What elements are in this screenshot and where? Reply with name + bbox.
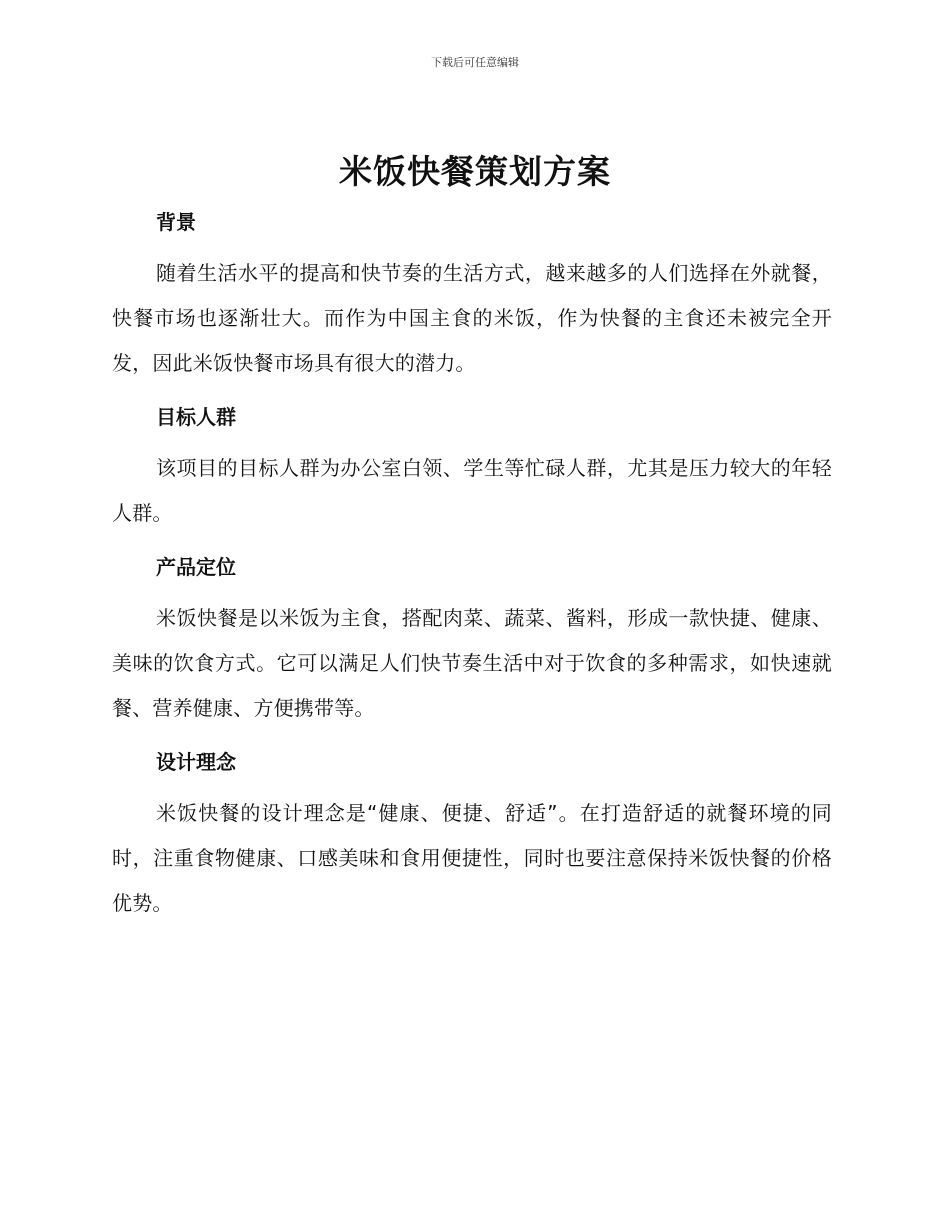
section-heading-design-concept: 设计理念 — [156, 750, 236, 774]
section-heading-background: 背景 — [156, 210, 196, 234]
section-heading-product-positioning: 产品定位 — [156, 555, 236, 579]
section-target-audience — [112, 400, 832, 536]
document-content — [112, 205, 832, 940]
header-note: 下载后可任意编辑 — [431, 56, 519, 69]
section-body-target-audience: 该项目的目标人群为办公室白领、学生等忙碌人群，尤其是压力较大的年轻人群。 — [112, 456, 832, 525]
section-body-design-concept: 米饭快餐的设计理念是“健康、便捷、舒适”。在打造舒适的就餐环境的同时，注重食物健康、口感美味和食用便捷性，同时也要注意保持米饭快餐的价格优势。 — [112, 801, 832, 915]
section-product-positioning — [112, 550, 832, 731]
section-body-product-positioning: 米饭快餐是以米饭为主食，搭配肉菜、蔬菜、酱料，形成一款快捷、健康、美味的饮食方式。它可以满足人们快节奏生活中对于饮食的多种需求，如快速就餐、营养健康、方便携带等。 — [112, 606, 832, 720]
section-body-background: 随着生活水平的提高和快节奏的生活方式，越来越多的人们选择在外就餐，快餐市场也逐渐壮大。而作为中国主食的米饭，作为快餐的主食还未被完全开发，因此米饭快餐市场具有很大的潜力。 — [112, 261, 832, 375]
section-background — [112, 205, 832, 386]
section-design-concept — [112, 745, 832, 926]
section-heading-target-audience: 目标人群 — [156, 405, 236, 429]
document-title: 米饭快餐策划方案 — [339, 152, 611, 191]
